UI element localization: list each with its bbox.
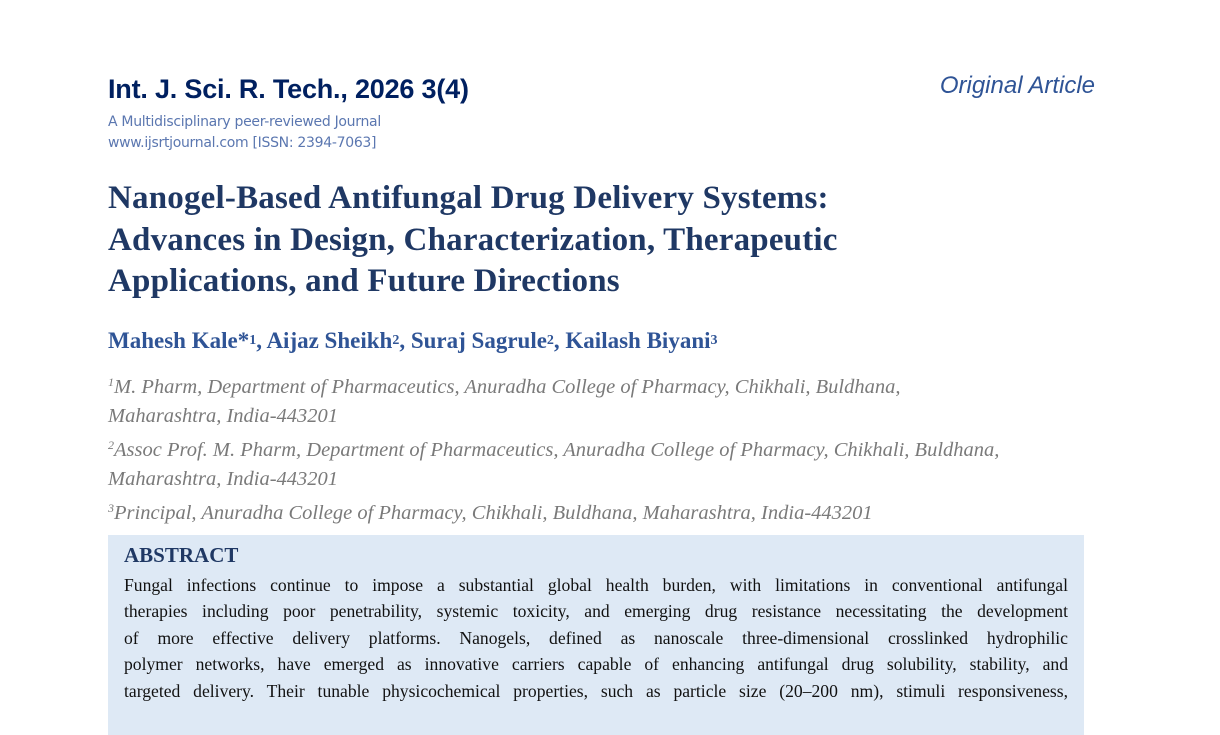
journal-website[interactable]: www.ijsrtjournal.com [ISSN: 2394-7063] — [108, 135, 377, 151]
title-line: Advances in Design, Characterization, Therapeutic — [108, 221, 838, 258]
affil-sup: 1 — [108, 375, 114, 389]
title-line: Applications, and Future Directions — [108, 263, 620, 299]
affiliation-1 — [108, 368, 999, 402]
affiliation-2 — [108, 431, 999, 465]
abstract-body — [124, 572, 1068, 704]
author-name: Aijaz Sheikh — [266, 328, 393, 353]
affiliation-1-cont: Maharashtra, India-443201 — [108, 405, 339, 427]
abstract-box — [108, 535, 1084, 735]
abstract-line: targeted delivery. Their tunable physicochemical properties, such as particle size (20–200 nm), stimuli responsiveness, — [124, 680, 1068, 701]
affil-sup: 3 — [108, 501, 114, 515]
author-name: Mahesh Kale* — [108, 328, 250, 353]
abstract-line: therapies including poor penetrability, systemic toxicity, and emerging drug resistance necessitating the development — [124, 601, 1068, 622]
author-list — [108, 328, 718, 354]
author-affil-sup: 3 — [710, 333, 718, 348]
abstract-line: of more effective delivery platforms. Nanogels, defined as nanoscale three-dimensional crosslinked hydrophilic — [124, 627, 1068, 648]
author-affil-sup: 2 — [546, 333, 554, 348]
journal-citation: Int. J. Sci. R. Tech., 2026 3(4) — [108, 74, 469, 104]
author-separator: , — [256, 328, 267, 353]
article-type: Original Article — [939, 72, 1095, 99]
abstract-line: polymer networks, have emerged as innovative carriers capable of enhancing antifungal drug solubility, stability, and — [124, 654, 1068, 675]
author-separator: , — [399, 328, 411, 353]
author-affil-sup: 1 — [249, 333, 257, 348]
affil-text: M. Pharm, Department of Pharmaceutics, Anuradha College of Pharmacy, Chikhali, Buldhana, — [114, 376, 901, 398]
paper-title — [108, 178, 838, 303]
affil-sup: 2 — [108, 438, 114, 452]
author-name: Suraj Sagrule — [410, 328, 547, 353]
affiliation-3 — [108, 494, 999, 528]
author-name: Kailash Biyani — [565, 328, 711, 353]
affil-text: Principal, Anuradha College of Pharmacy, Chikhali, Buldhana, Maharashtra, India-443201 — [114, 502, 873, 524]
affiliations — [108, 368, 999, 528]
affiliation-2-cont: Maharashtra, India-443201 — [108, 468, 339, 490]
journal-tagline: A Multidisciplinary peer-reviewed Journal — [108, 114, 381, 130]
abstract-heading: ABSTRACT — [124, 543, 239, 567]
affil-text: Assoc Prof. M. Pharm, Department of Pharmaceutics, Anuradha College of Pharmacy, Chikhali, Buldhana, — [114, 439, 1000, 461]
author-separator: , — [553, 328, 566, 353]
title-line: Nanogel-Based Antifungal Drug Delivery Systems: — [108, 180, 829, 216]
author-affil-sup: 2 — [392, 333, 400, 348]
abstract-line: Fungal infections continue to impose a substantial global health burden, with limitations in conventional antifungal — [124, 575, 1068, 595]
